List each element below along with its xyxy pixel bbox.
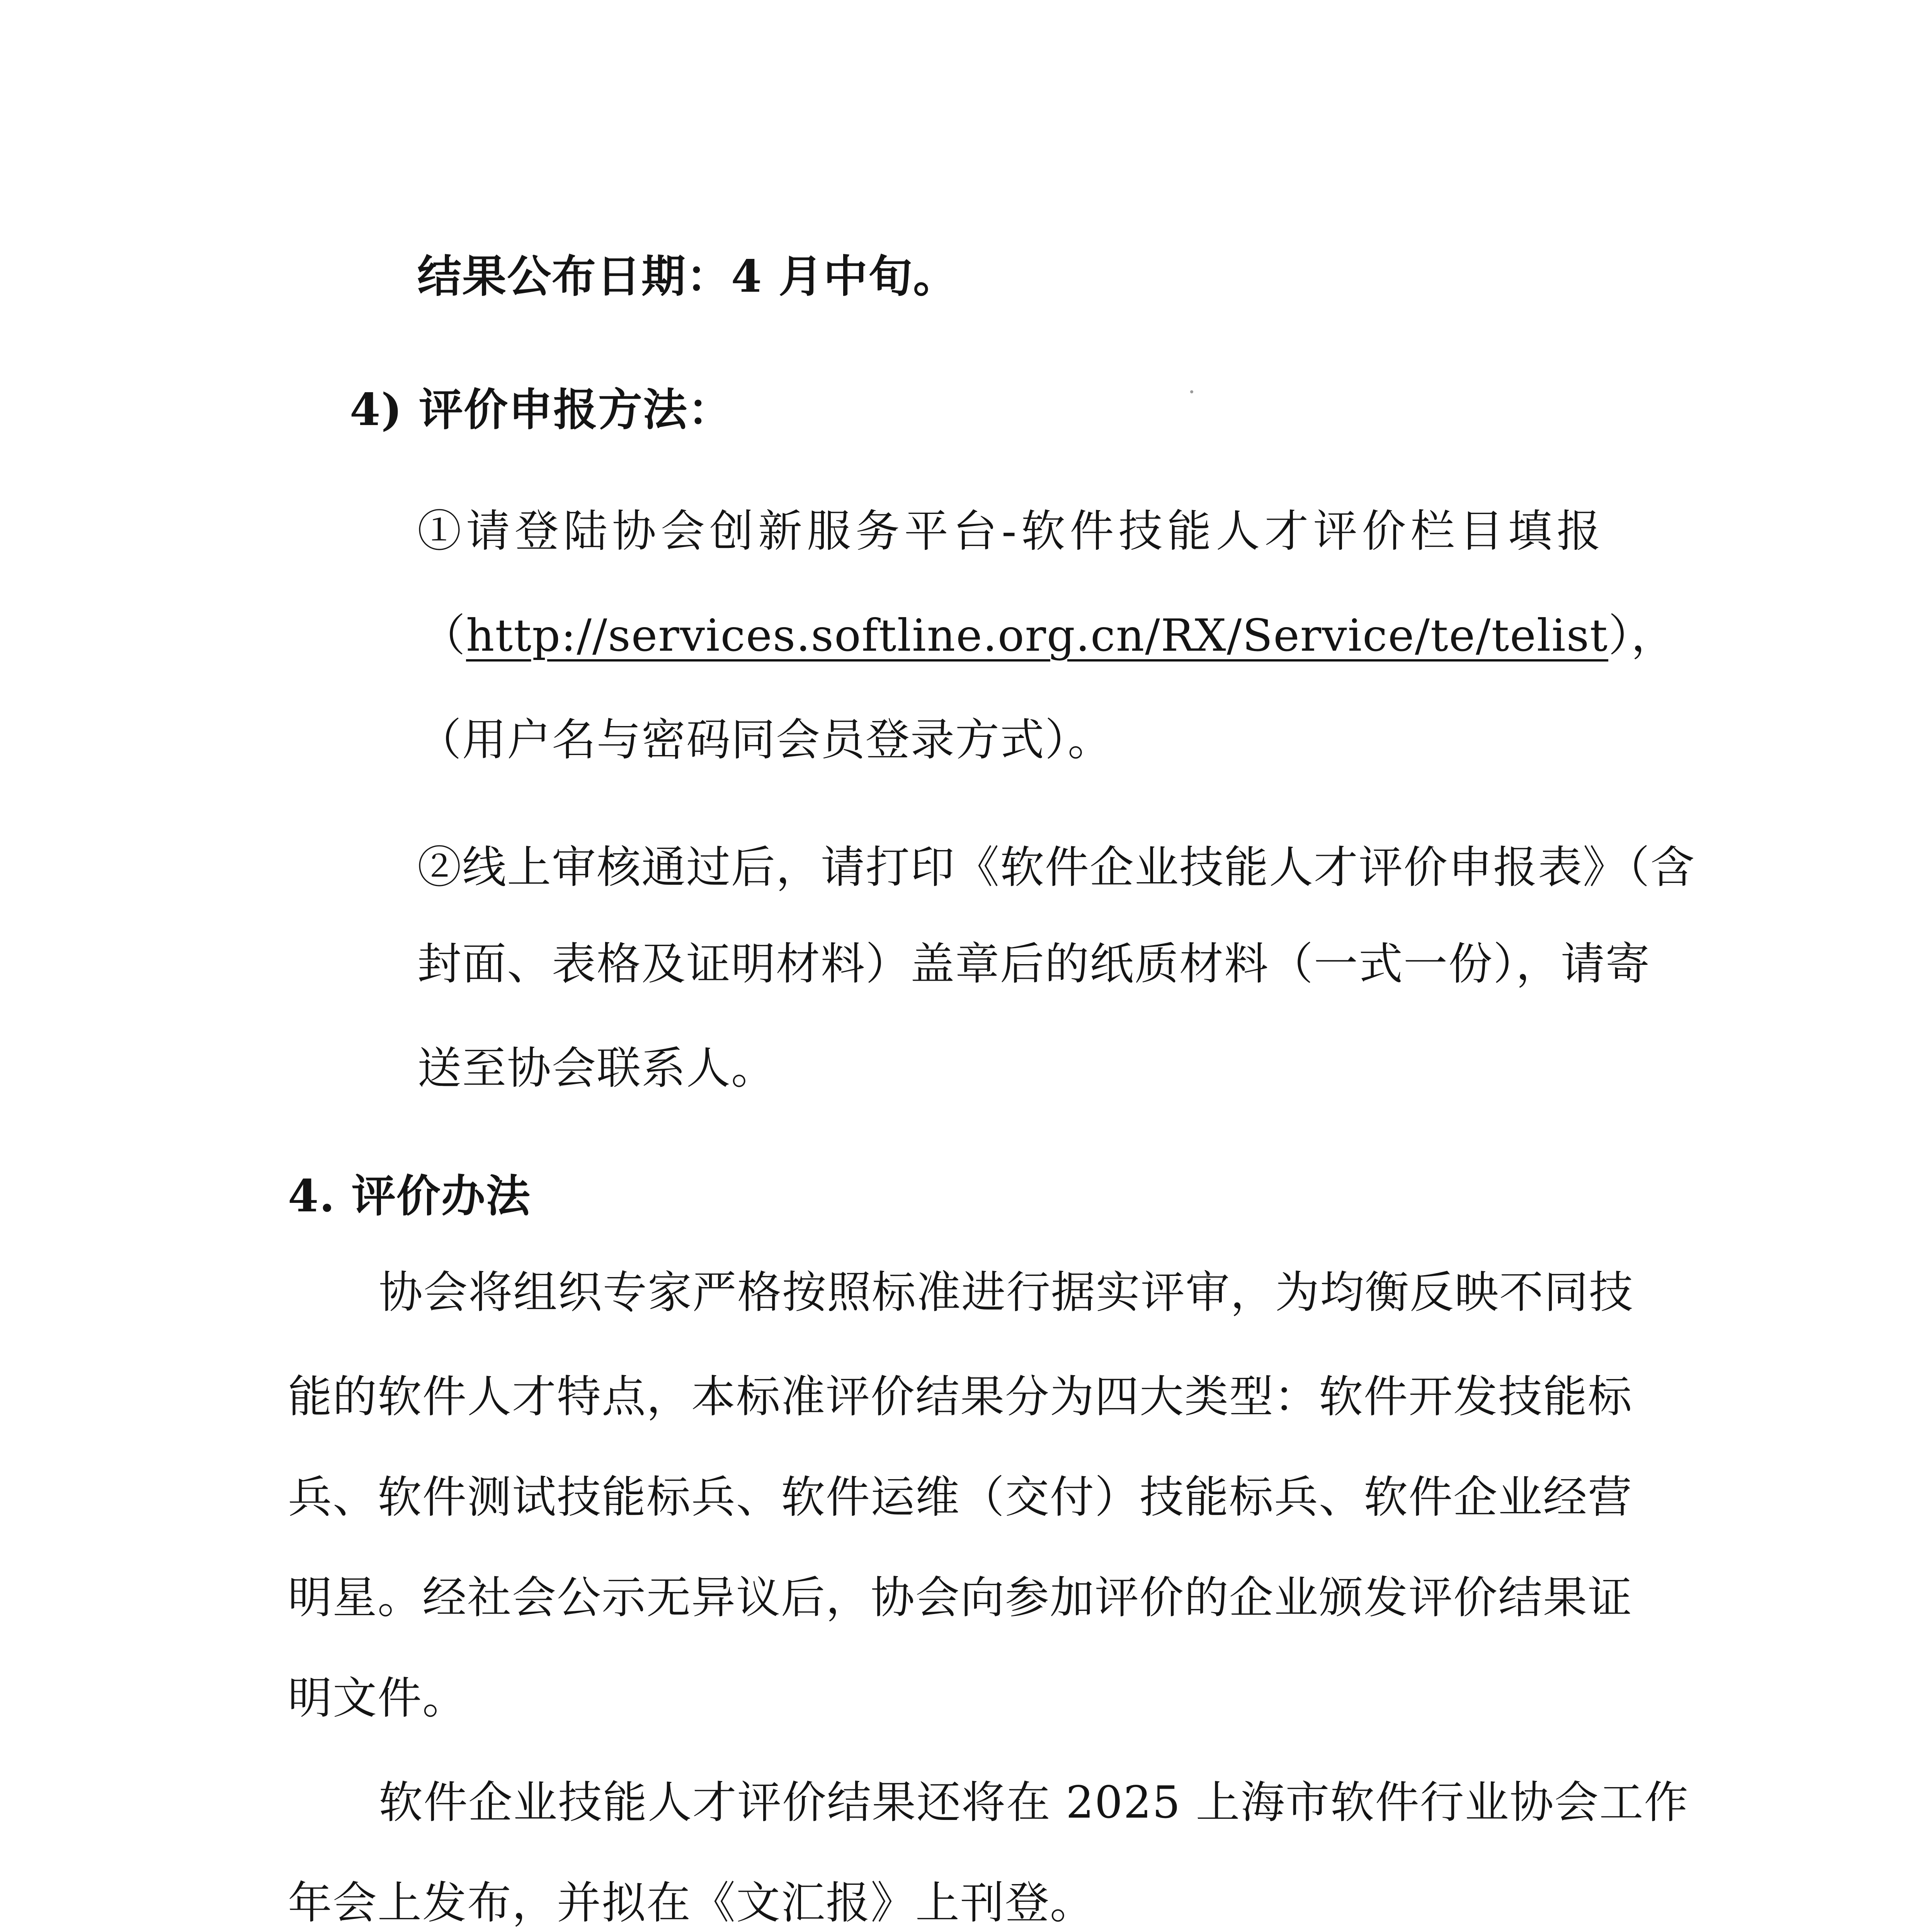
- section4-heading: 4. 评价办法: [288, 1170, 531, 1222]
- section4-para1-line: 能的软件人才特点，本标准评价结果分为四大类型：软件开发技能标: [288, 1371, 1633, 1422]
- section4-para2-line: 软件企业技能人才评价结果还将在 2025 上海市软件行业协会工作: [379, 1777, 1689, 1828]
- url-open-paren: （: [421, 610, 466, 661]
- step1-url-line: [421, 607, 1676, 665]
- service-platform-link[interactable]: http://services.softline.org.cn/RX/Service/te/telist: [466, 610, 1609, 661]
- section4-para1-line: 明文件。: [288, 1672, 468, 1724]
- section4-para1-line: 协会将组织专家严格按照标准进行据实评审，为均衡反映不同技: [379, 1267, 1634, 1318]
- scan-speck: [1190, 390, 1193, 393]
- section4-para2-line: 年会上发布，并拟在《文汇报》上刊登。: [288, 1877, 1095, 1929]
- result-date-line: 结果公布日期：4 月中旬。: [417, 250, 958, 302]
- step1-line3: （用户名与密码同会员登录方式）。: [417, 714, 1113, 765]
- section4-para1-line: 明星。经社会公示无异议后，协会向参加评价的企业颁发评价结果证: [288, 1572, 1633, 1623]
- url-close-paren: ），: [1608, 610, 1676, 661]
- step1-line1: ①请登陆协会创新服务平台-软件技能人才评价栏目填报: [417, 505, 1606, 557]
- step2-line1: ②线上审核通过后，请打印《软件企业技能人才评价申报表》（含: [417, 842, 1696, 893]
- method-heading: 4) 评价申报方法：: [350, 384, 733, 435]
- section4-para1-line: 兵、软件测试技能标兵、软件运维（交付）技能标兵、软件企业经营: [288, 1471, 1633, 1523]
- step2-line2: 封面、表格及证明材料）盖章后的纸质材料（一式一份），请寄: [417, 938, 1651, 990]
- step2-line3: 送至协会联系人。: [417, 1043, 776, 1094]
